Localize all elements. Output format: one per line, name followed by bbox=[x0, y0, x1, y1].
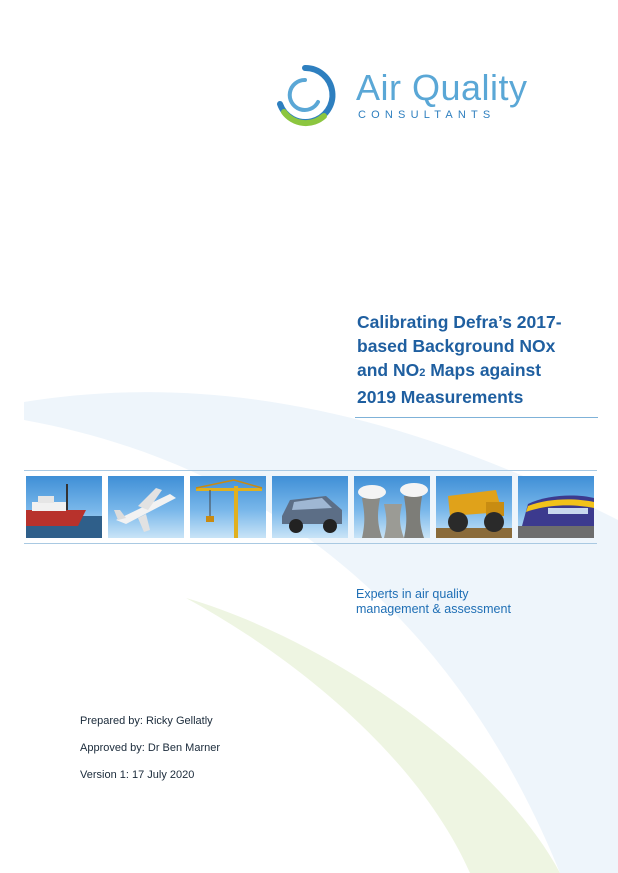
logo-swirl-icon bbox=[272, 62, 338, 128]
image-strip bbox=[26, 476, 596, 538]
strip-divider-top bbox=[24, 470, 597, 471]
tagline-line-1: Experts in air quality bbox=[356, 587, 469, 601]
airplane-icon bbox=[108, 476, 184, 538]
title-line-3-pre: and NO bbox=[357, 360, 420, 380]
logo-name: Air Quality bbox=[356, 67, 528, 108]
crane-icon bbox=[190, 476, 266, 538]
title-divider bbox=[355, 417, 598, 418]
title-line-1: Calibrating Defra’s 2017- bbox=[357, 312, 562, 332]
approved-by: Approved by: Dr Ben Marner bbox=[80, 742, 221, 754]
company-logo bbox=[272, 62, 552, 132]
logo-subtitle: CONSULTANTS bbox=[358, 109, 496, 121]
title-line-3-subscript: 2 bbox=[419, 367, 426, 379]
tagline bbox=[356, 587, 511, 617]
strip-divider-bottom bbox=[24, 543, 597, 544]
tagline-line-2: management & assessment bbox=[356, 602, 511, 616]
dump-truck-icon bbox=[436, 476, 512, 538]
title-line-4: 2019 Measurements bbox=[357, 387, 524, 407]
car-icon bbox=[272, 476, 348, 538]
ship-icon bbox=[26, 476, 102, 538]
prepared-by: Prepared by: Ricky Gellatly bbox=[80, 715, 213, 727]
report-title bbox=[357, 310, 597, 409]
title-line-3-post: Maps against bbox=[425, 360, 542, 380]
title-line-2: based Background NOx bbox=[357, 336, 556, 356]
train-icon bbox=[518, 476, 594, 538]
power-station-icon bbox=[354, 476, 430, 538]
version-date: Version 1: 17 July 2020 bbox=[80, 769, 195, 781]
document-metadata bbox=[80, 715, 220, 796]
